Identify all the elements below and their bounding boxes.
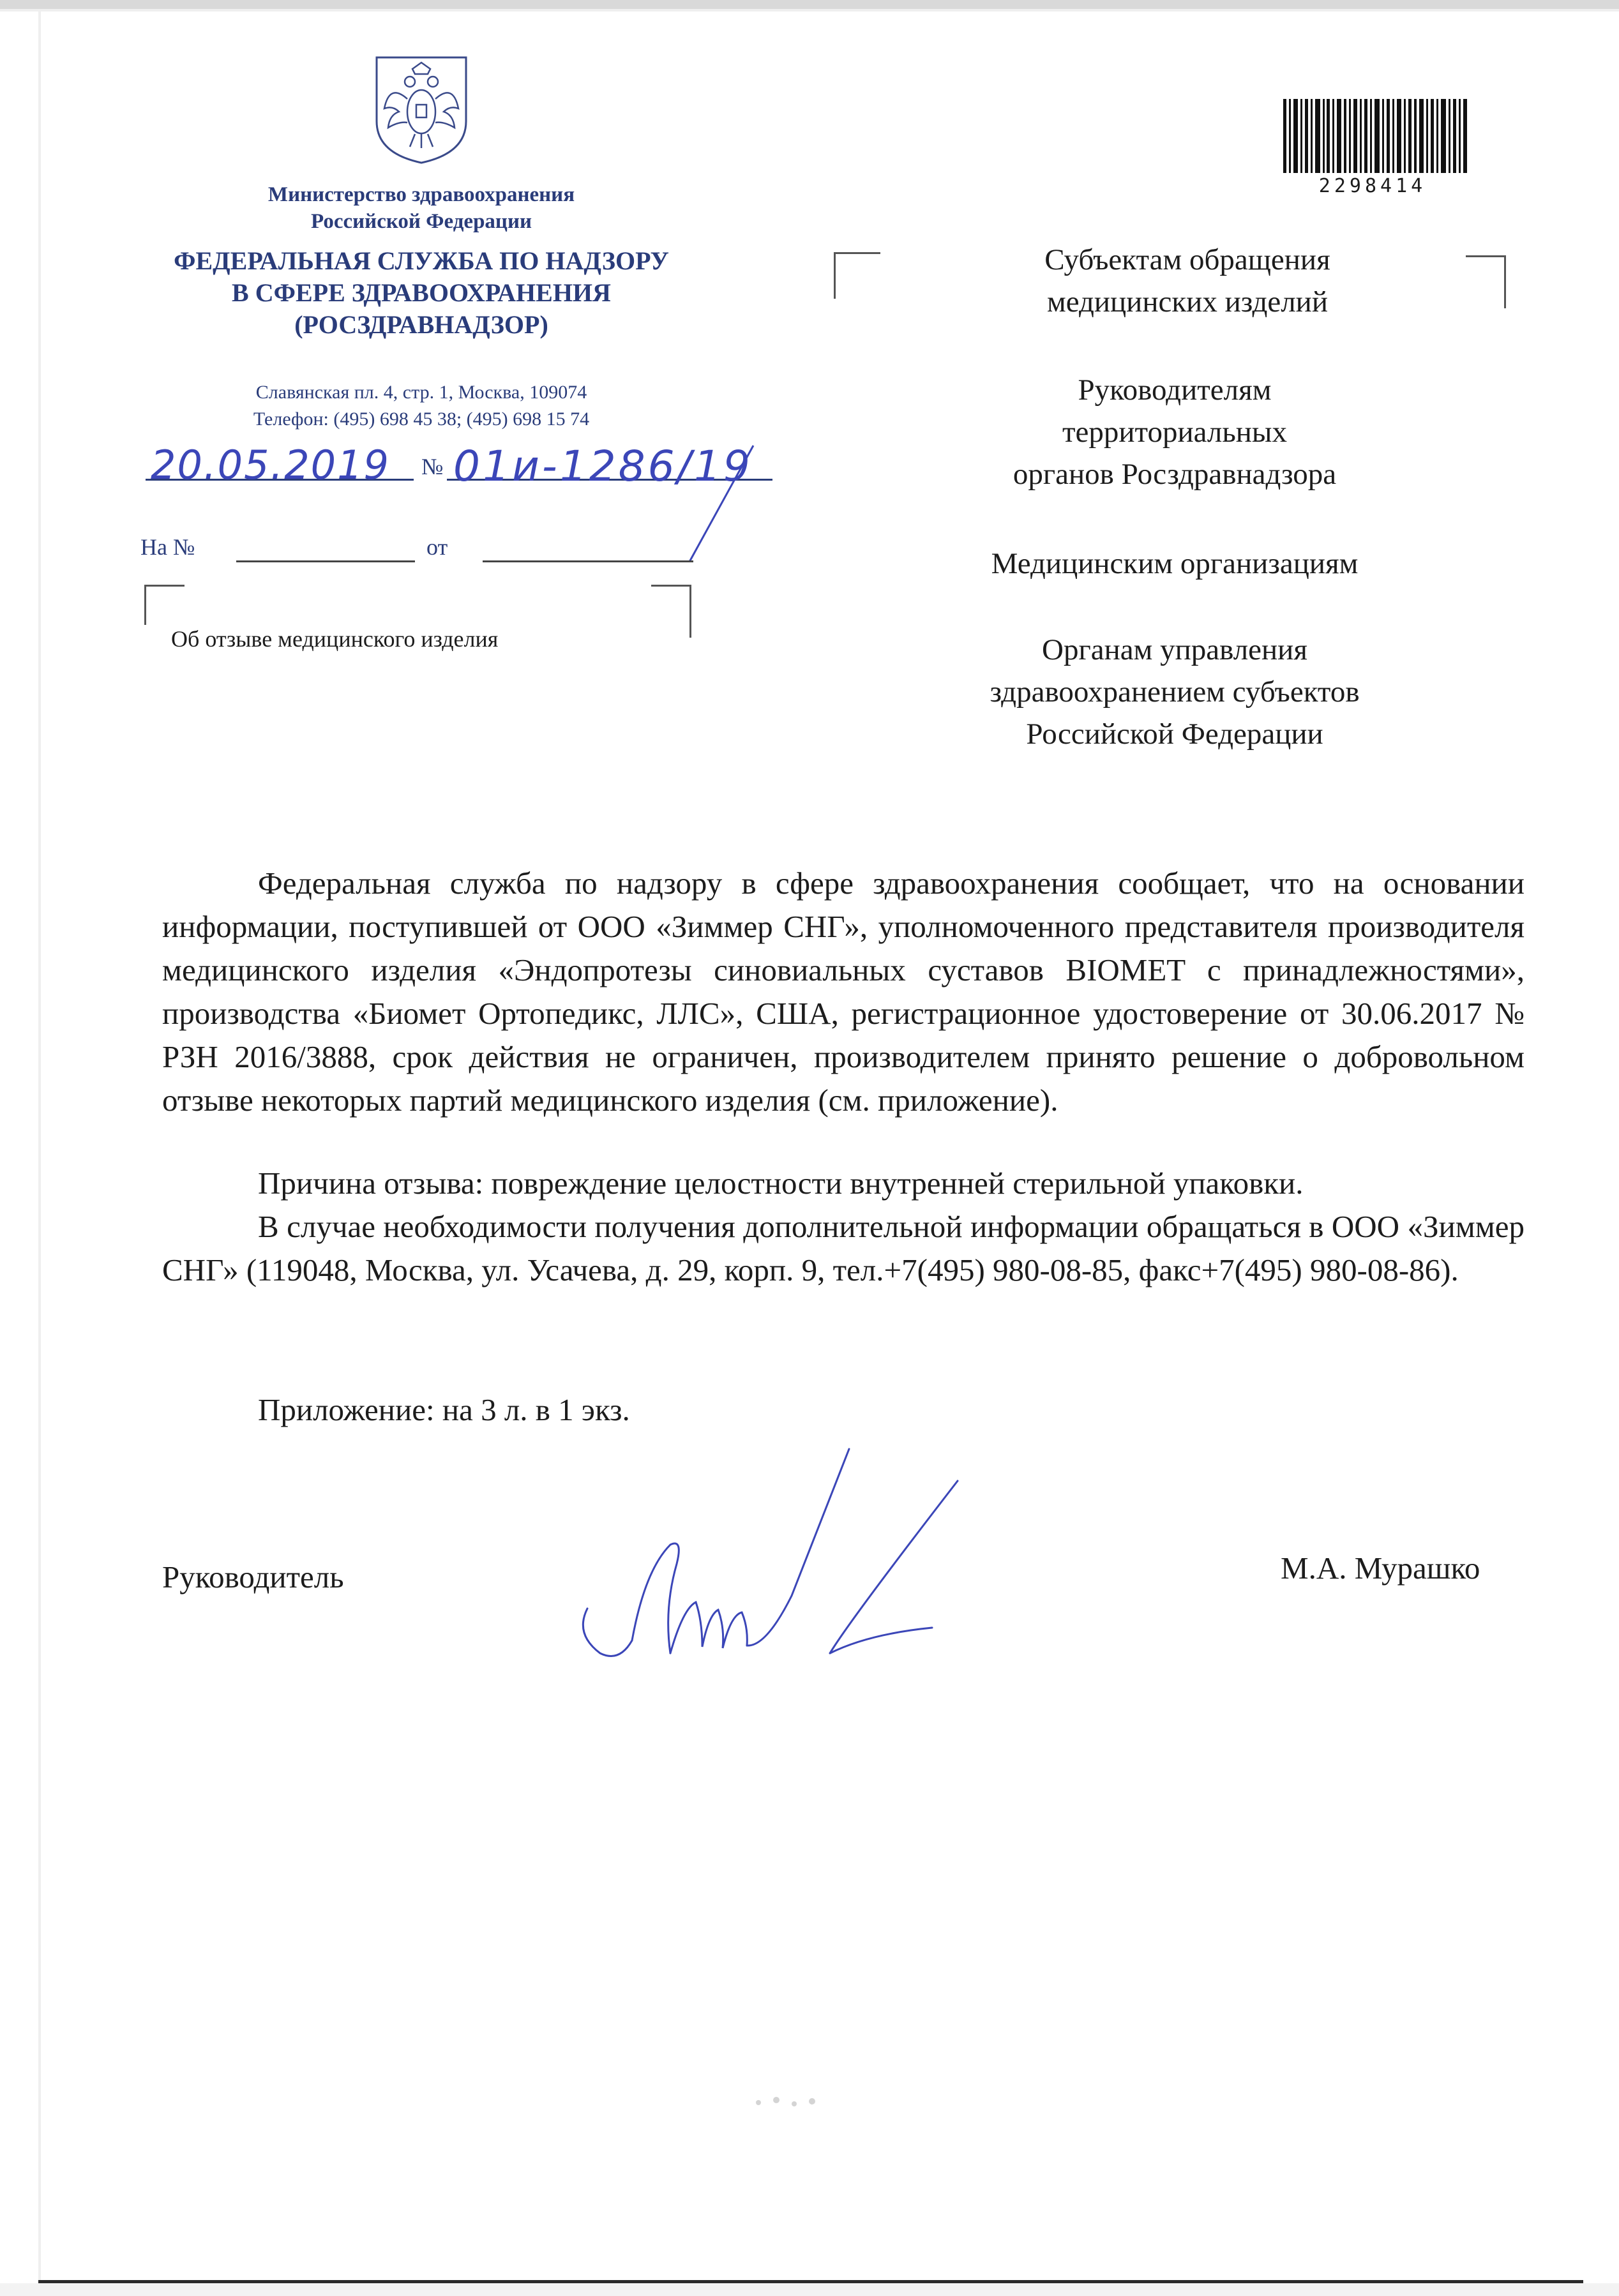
- addressee-block-2: [887, 369, 1462, 495]
- barcode-icon: [1283, 99, 1468, 173]
- addressee-3-line-1: Медицинским организациям: [991, 547, 1359, 580]
- agency-line-2: В СФЕРЕ ЗДРАВООХРАНЕНИЯ: [232, 278, 611, 307]
- reply-date-line: [483, 560, 693, 562]
- subject-corner-left: [144, 585, 184, 625]
- agency-line-1: ФЕДЕРАЛЬНАЯ СЛУЖБА ПО НАДЗОРУ: [174, 246, 669, 275]
- handwritten-signature-icon: [575, 1443, 1009, 1711]
- addressee-1-line-1: Субъектам обращения: [1044, 243, 1330, 276]
- ministry-name: [192, 181, 651, 235]
- number-sign: №: [421, 454, 444, 479]
- coat-of-arms-icon: [370, 51, 472, 166]
- scan-edge-top-shade: [0, 9, 1619, 11]
- addressee-2-line-1: Руководителям: [1078, 373, 1272, 407]
- addressee-4-line-2: здравоохранением субъектов: [990, 675, 1360, 709]
- agency-name: [140, 245, 702, 341]
- letter-subject: Об отзыве медицинского изделия: [171, 626, 499, 652]
- faint-mark-icon: [746, 2089, 835, 2114]
- scan-edge-top: [0, 0, 1619, 9]
- agency-line-3: (РОСЗДРАВНАДЗОР): [294, 310, 548, 339]
- addressee-4-line-3: Российской Федерации: [1026, 717, 1323, 751]
- ministry-line-2: Российской Федерации: [311, 210, 532, 233]
- agency-address: [153, 379, 689, 433]
- barcode-number: 2298414: [1318, 175, 1427, 197]
- body-paragraph-1: Федеральная служба по надзору в сфере здравоохранения сообщает, что на основании информации, поступившей от ООО «Зиммер СНГ», уполномоченного представителя производителя медицинского изделия «Эндопротезы синовиальных суставов BIOMET с принадлежностями», производства «Биомет Ортопедикс, ЛЛС», США, регистрационное удостоверение от 30.06.2017 № РЗН 2016/3888, срок действия не ограничен, производителем принято решение о добровольном отзыве некоторых партий медицинского изделия (см. приложение).: [162, 866, 1525, 1118]
- scan-edge-left: [38, 9, 41, 2281]
- addressee-2-line-2: территориальных: [1062, 416, 1288, 449]
- body-paragraph-contact: В случае необходимости получения дополнительной информации обращаться в ООО «Зиммер СНГ» (119048, Москва, ул. Усачева, д. 29, корп. 9, тел.+7(495) 980-08-85, факс+7(495) 980-08-86).: [162, 1209, 1525, 1287]
- body-paragraph-reason: Причина отзыва: повреждение целостности внутренней стерильной упаковки.: [258, 1166, 1304, 1201]
- signatory-title: Руководитель: [162, 1559, 344, 1594]
- reply-to-label: На №: [140, 534, 195, 560]
- addressee-block-4: [887, 629, 1462, 755]
- addressee-1-line-2: медицинских изделий: [1046, 285, 1328, 319]
- reply-from-label: от: [426, 534, 448, 560]
- addressee-2-line-3: органов Росздравнадзора: [1013, 458, 1337, 491]
- subject-corner-right: [651, 585, 691, 638]
- handwritten-date: 20.05.2019: [151, 442, 390, 488]
- slash-stroke-icon: [677, 440, 766, 568]
- phone-line: Телефон: (495) 698 45 38; (495) 698 15 74: [253, 409, 590, 430]
- addressee-block-3: [887, 543, 1462, 585]
- address-line: Славянская пл. 4, стр. 1, Москва, 109074: [255, 382, 587, 403]
- signatory-name: М.А. Мурашко: [1281, 1550, 1480, 1586]
- appendix-note: Приложение: на 3 л. в 1 экз.: [258, 1392, 630, 1427]
- scan-edge-bottom-shade: [0, 2283, 1619, 2296]
- reply-number-line: [236, 560, 415, 562]
- addressee-corner-left: [834, 252, 880, 299]
- ministry-line-1: Министерство здравоохранения: [267, 183, 575, 206]
- handwritten-number: 01и-1286/19: [453, 442, 753, 491]
- addressee-block-1: [900, 239, 1475, 323]
- addressee-4-line-1: Органам управления: [1042, 633, 1307, 666]
